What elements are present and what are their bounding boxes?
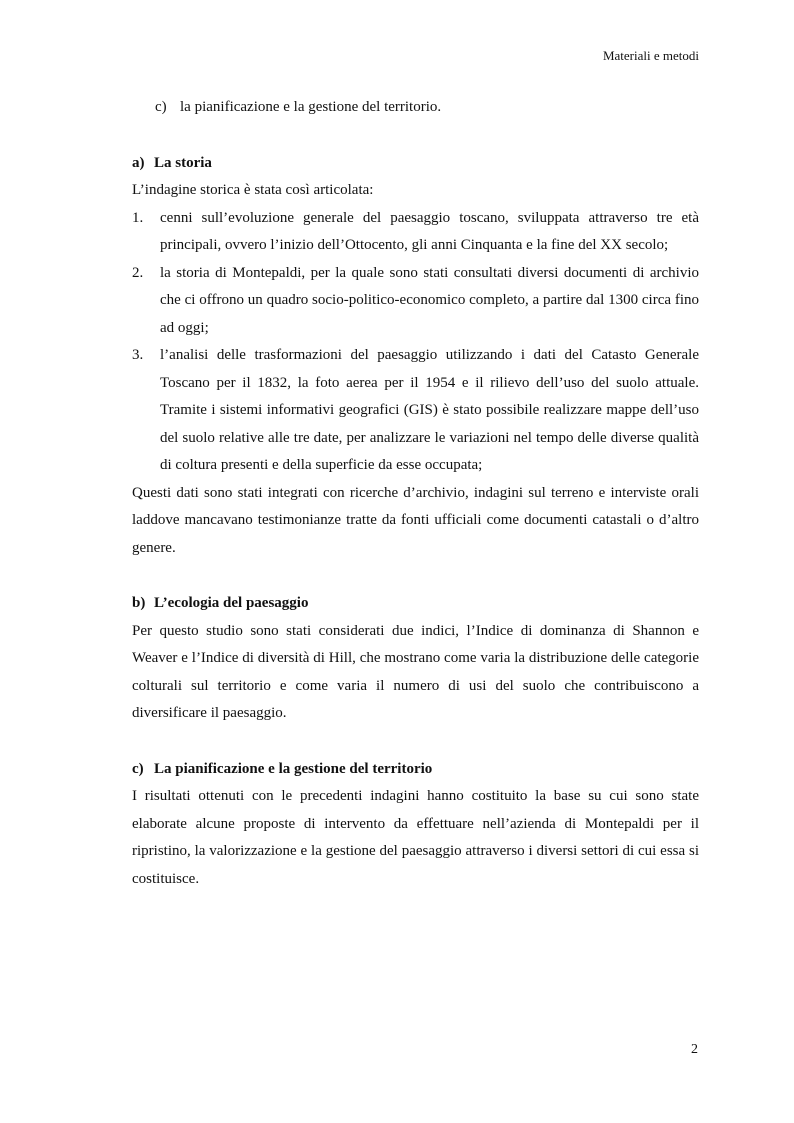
list-item-number: 1.: [132, 209, 144, 226]
list-item-text: la storia di Montepaldi, per la quale sono stati consultati diversi documenti di archivio che ci offrono un quadro socio-politico-economico completo, a partire dal 1300 circa fino ad oggi;: [160, 264, 699, 336]
section-planning: [132, 756, 699, 894]
list-item-number: 2.: [132, 264, 144, 281]
intro-item-marker: c): [155, 99, 167, 115]
section-b-heading: [132, 590, 699, 618]
section-c-title: La pianificazione e la gestione del territorio: [154, 760, 433, 777]
section-c-body: I risultati ottenuti con le precedenti indagini hanno costituito la base su cui sono state elaborate alcune proposte di intervento da effettuare nell’azienda di Montepaldi per il ripristino, la valorizzazione e la gestione del paesaggio attraverso i diversi settori di cui essa si costituisce.: [132, 788, 699, 887]
list-item: [132, 205, 699, 260]
section-b-body: Per questo studio sono stati considerati due indici, l’Indice di dominanza di Shannon e Weaver e l’Indice di diversità di Hill, che mostrano come varia la distribuzione delle categorie colturali sul territorio e come varia il numero di usi del suolo che contribuiscono a diversificare il paesaggio.: [132, 622, 699, 721]
section-history: [132, 150, 699, 563]
list-item-text: cenni sull’evoluzione generale del paesaggio toscano, sviluppata attraverso tre età principali, ovvero l’inizio dell’Ottocento, gli anni Cinquanta e la fine del XX secolo;: [160, 209, 699, 253]
section-landscape-ecology: [132, 590, 699, 728]
section-a-title: La storia: [154, 154, 212, 171]
page-number: 2: [691, 1042, 698, 1057]
section-c-marker: c): [132, 760, 144, 777]
intro-item-text: la pianificazione e la gestione del territorio.: [180, 99, 442, 115]
history-steps-list: [132, 205, 699, 480]
section-a-heading: [132, 150, 699, 178]
section-a-lead: L’indagine storica è stata così articolata:: [132, 182, 374, 198]
list-item: [132, 342, 699, 480]
running-header: Materiali e metodi: [602, 48, 699, 63]
page-body: [132, 94, 699, 893]
list-item-text: l’analisi delle trasformazioni del paesaggio utilizzando i dati del Catasto Generale Toscano per il 1832, la foto aerea per il 1954 e il rilievo dell’uso del suolo attuale. Tramite i sistemi informativi geografici (GIS) è stato possibile realizzare mappe dell’uso del suolo relative alle tre date, per analizzare le variazioni nel tempo delle diverse qualità di coltura presenti e della superficie da esse occupata;: [160, 347, 699, 473]
list-item: [132, 260, 699, 343]
section-b-marker: b): [132, 595, 146, 611]
list-item-number: 3.: [132, 347, 144, 363]
intro-list-item: [132, 94, 699, 122]
section-a-marker: a): [132, 154, 145, 171]
section-a-closing: Questi dati sono stati integrati con ricerche d’archivio, indagini sul terreno e interviste orali laddove mancavano testimonianze tratte da fonti ufficiali come documenti catastali o d’altro genere.: [132, 484, 699, 556]
section-b-title: L’ecologia del paesaggio: [154, 595, 309, 611]
section-c-heading: [132, 756, 699, 784]
